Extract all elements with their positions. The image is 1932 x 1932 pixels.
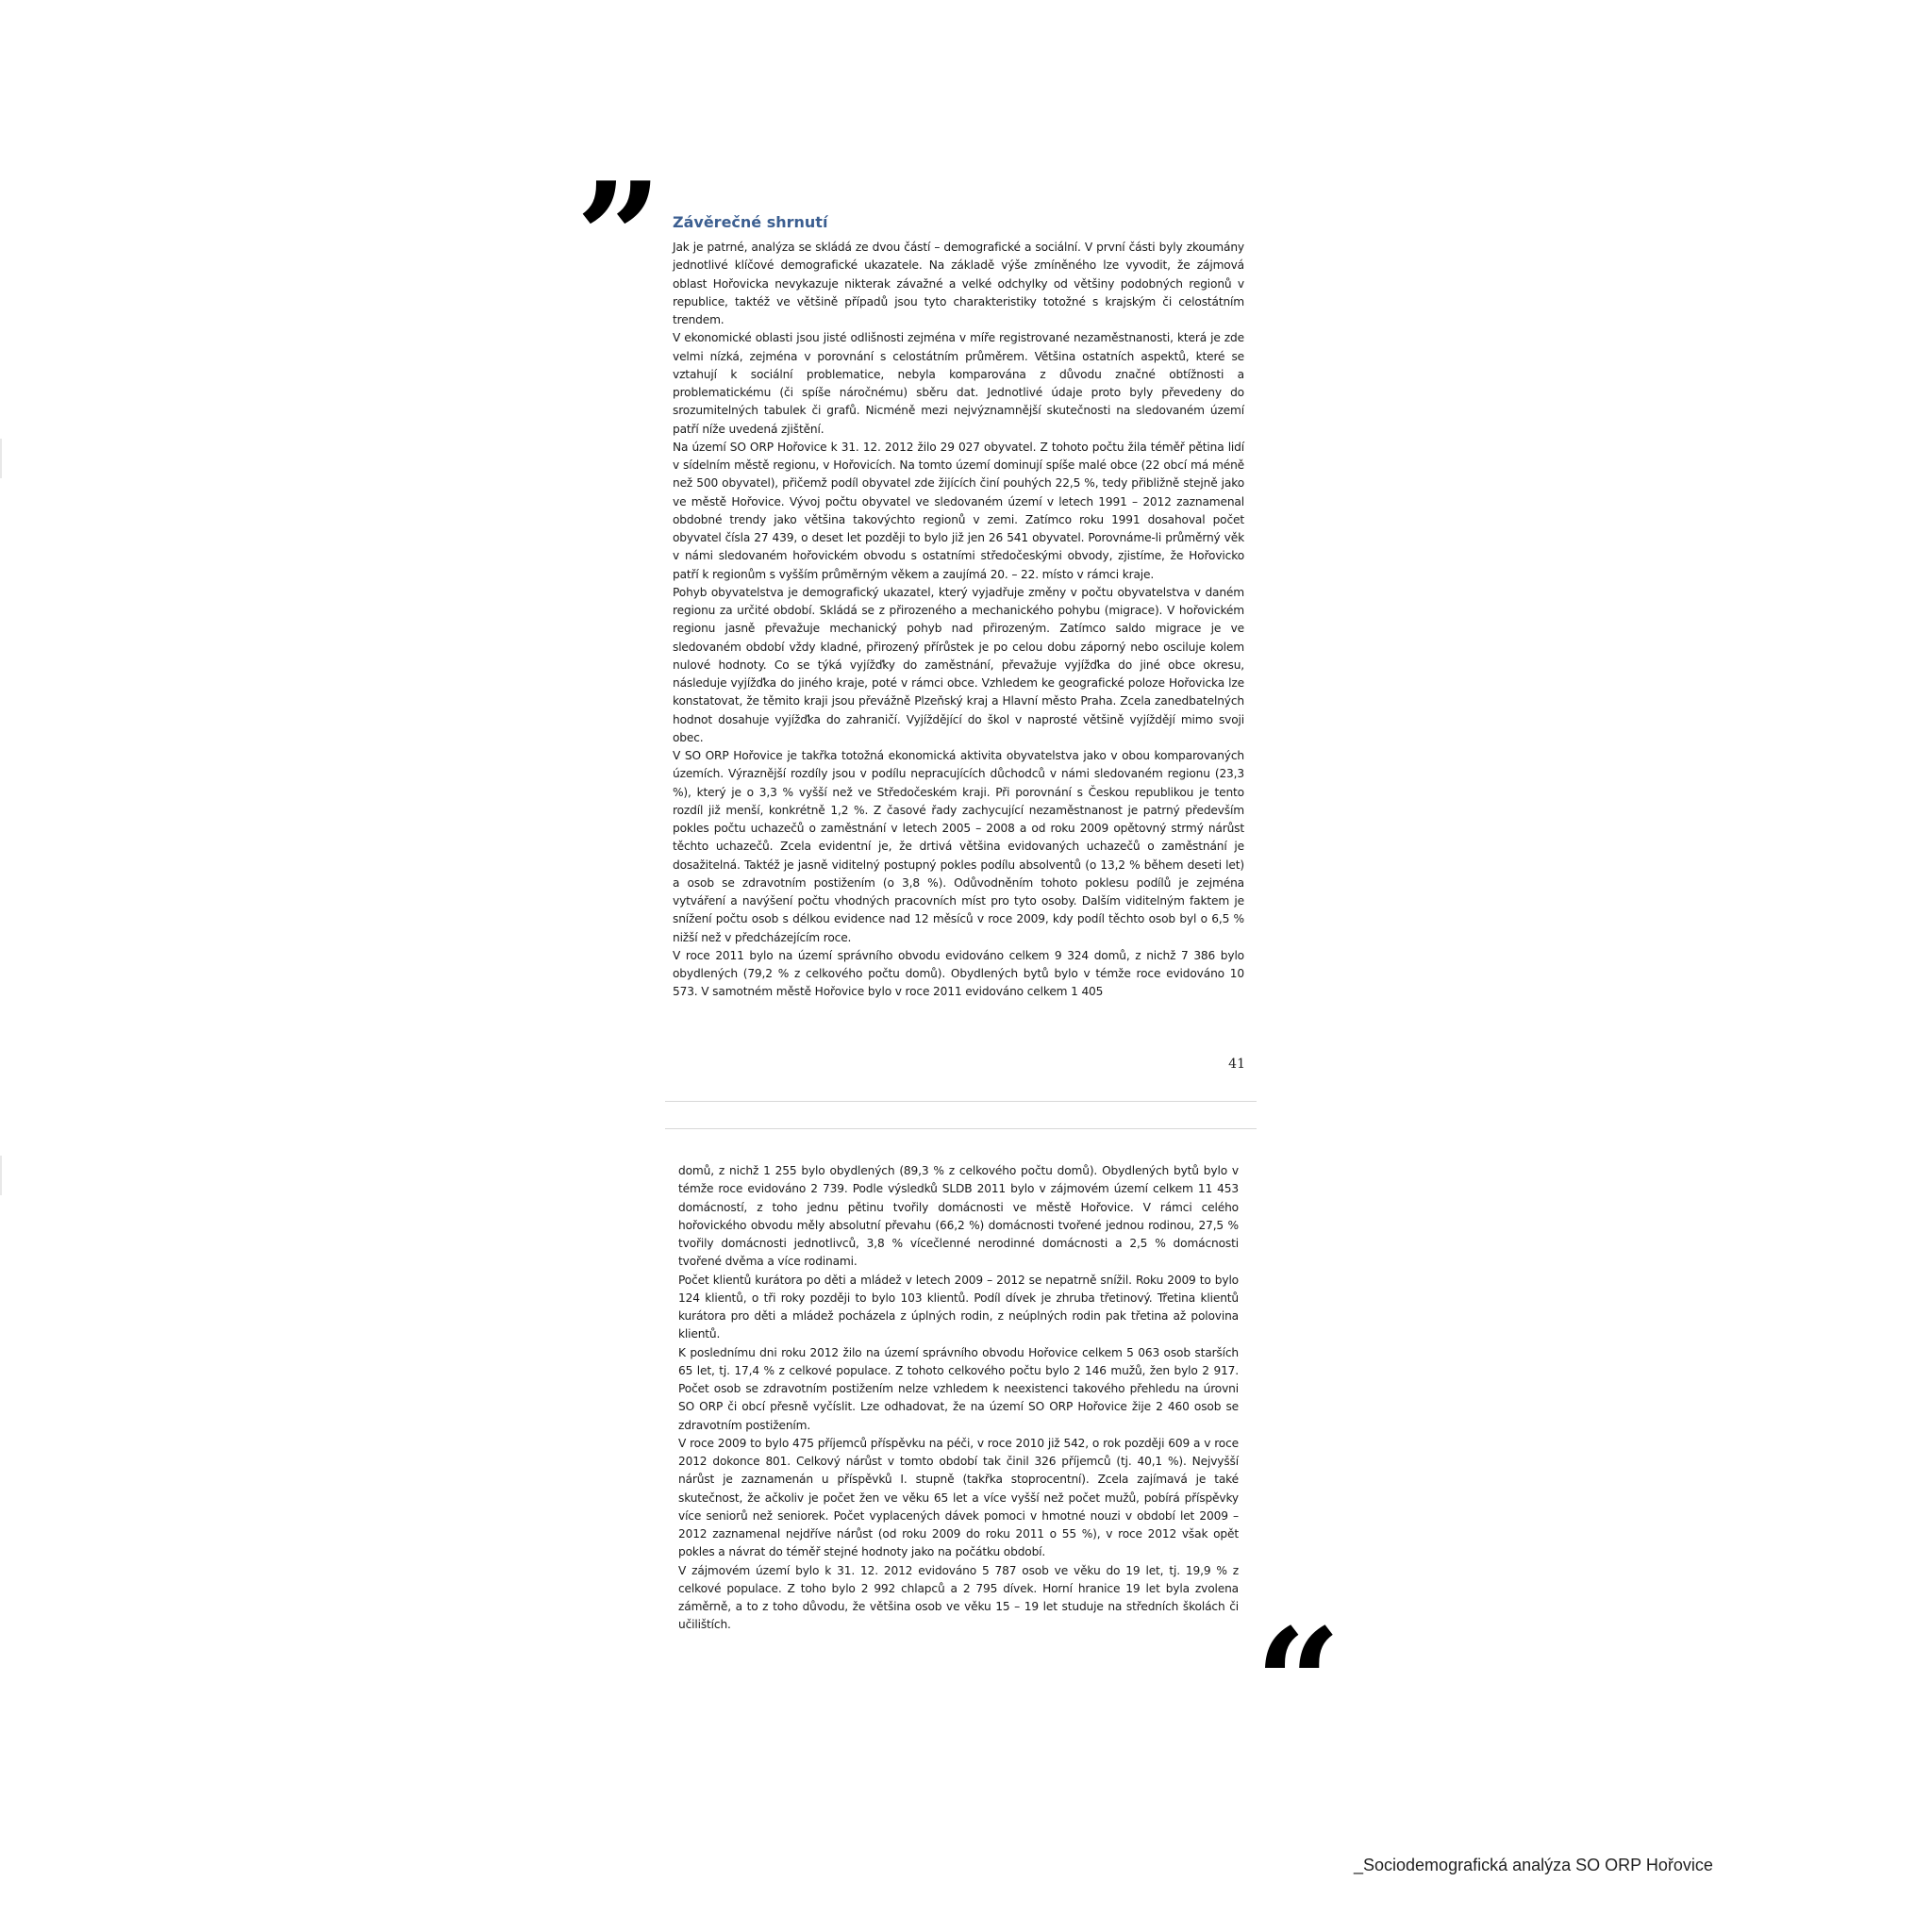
left-edge-mark <box>0 1156 2 1195</box>
paragraph: Jak je patrné, analýza se skládá ze dvou částí – demografické a sociální. V první části byly zkoumány jednotlivé klíčové demografické ukazatele. Na základě výše zmíněného lze vyvodit, že zájmová oblast Hořovicka nevykazuje nikterak závažné a velké odchylky od většiny podobných regionů v republice, taktéž ve většině případů jsou tyto charakteristiky totožné s krajským či celostátním trendem. <box>673 241 1244 326</box>
footer-caption: _Sociodemografická analýza SO ORP Hořovice <box>1354 1856 1713 1874</box>
page-separator-line <box>665 1101 1257 1102</box>
paragraph: V SO ORP Hořovice je takřka totožná ekonomická aktivita obyvatelstva jako v obou komparovaných územích. Výraznější rozdíly jsou v podílu nepracujících důchodců v námi sledovaném regionu (23,3 %), který je o 3,3 % vyšší než ve Středočeském kraji. Při porovnání s Českou republikou je tento rozdíl již menší, konkrétně 1,2 %. Z časové řady zachycující nezaměstnanost je patrný především pokles počtu uchazečů o zaměstnání v letech 2005 – 2008 a od roku 2009 opětovný strmý nárůst těchto uchazečů. Zcela evidentní je, že drtivá většina evidovaných uchazečů o zaměstnání je dosažitelná. Taktéž je jasně viditelný postupný pokles podílu absolventů (o 13,2 % během deseti let) a osob se zdravotním postižením (o 3,8 %). Odůvodněním tohoto poklesu podílů je zejména vytváření a navýšení počtu vhodných pracovních míst pro tyto osoby. Dalším viditelným faktem je snížení počtu osob s délkou evidence nad 12 měsíců v roce 2009, kdy podíl těchto osob byl o 6,5 % nižší než v předcházejícím roce. <box>673 749 1244 944</box>
paragraph: Počet klientů kurátora po děti a mládež v letech 2009 – 2012 se nepatrně snížil. Roku 2009 to bylo 124 klientů, o tři roky později to bylo 103 klientů. Podíl dívek je zhruba třetinový. Třetina klientů kurátora pro děti a mládež pocházela z úplných rodin, z neúplných rodin pak třetina až polovina klientů. <box>678 1273 1239 1341</box>
opening-quotation-mark-decoration: “ <box>1255 1595 1342 1773</box>
left-edge-mark <box>0 439 2 478</box>
paragraph: V ekonomické oblasti jsou jisté odlišnosti zejména v míře registrované nezaměstnanosti, která je zde velmi nízká, zejména v porovnání s celostátním průměrem. Většina ostatních aspektů, které se vztahují k sociální problematice, nebyla komparována z důvodu značné obtížnosti a problematickému (či spíše náročnému) sběru dat. Jednotlivé údaje proto byly převedeny do srozumitelných tabulek či grafů. Nicméně mezi nejvýznamnější skutečnosti na sledovaném území patří níže uvedená zjištění. <box>673 331 1244 436</box>
document-page-bottom <box>678 1162 1239 1635</box>
paragraph: V roce 2009 to bylo 475 příjemců příspěvku na péči, v roce 2010 již 542, o rok později 609 a v roce 2012 dokonce 801. Celkový nárůst v tomto období tak činil 326 příjemců (tj. 40,1 %). Nejvyšší nárůst je zaznamenán u příspěvků I. stupně (takřka stoprocentní). Zcela zajímavá je také skutečnost, že ačkoliv je počet žen ve věku 65 let a více vyšší než počet mužů, pobírá příspěvky více seniorů než seniorek. Počet vyplacených dávek pomoci v hmotné nouzi v období let 2009 – 2012 zaznamenal nejdříve nárůst (od roku 2009 do roku 2011 o 55 %), v roce 2012 však opět pokles a návrat do téměř stejné hodnoty jako na počátku období. <box>678 1436 1239 1559</box>
paragraph: K poslednímu dni roku 2012 žilo na území správního obvodu Hořovice celkem 5 063 osob starších 65 let, tj. 17,4 % z celkové populace. Z tohoto celkového počtu bylo 2 146 mužů, žen bylo 2 917. Počet osob se zdravotním postižením nelze vzhledem k neexistenci takového přehledu na úrovni SO ORP či obcí přesně vyčíslit. Lze odhadovat, že na území SO ORP Hořovice žije 2 460 osob se zdravotním postižením. <box>678 1345 1239 1432</box>
paragraph: Pohyb obyvatelstva je demografický ukazatel, který vyjadřuje změny v počtu obyvatelstva v daném regionu za určité období. Skládá se z přirozeného a mechanického pohybu (migrace). V hořovickém regionu jasně převažuje mechanický pohyb nad přirozeným. Zatímco saldo migrace je ve sledovaném období vždy kladné, přirozený přírůstek je po celou dobu záporný nebo osciluje kolem nulové hodnoty. Co se týká vyjížďky do zaměstnání, převažuje vyjížďka do jiné obce okresu, následuje vyjížďka do jiného kraje, poté v rámci obce. Vzhledem ke geografické poloze Hořovicka lze konstatovat, že těmito kraji jsou převážně Plzeňský kraj a Hlavní město Praha. Zcela zanedbatelných hodnot dosahuje vyjížďka do zahraničí. Vyjíždějící do škol v naprosté většině vyjíždějí mimo svoji obec. <box>673 585 1244 744</box>
paragraph: V roce 2011 bylo na území správního obvodu evidováno celkem 9 324 domů, z nichž 7 386 bylo obydlených (79,2 % z celkového počtu domů). Obydlených bytů bylo v témže roce evidováno 10 573. V samotném městě Hořovice bylo v roce 2011 evidováno celkem 1 405 <box>673 948 1244 999</box>
paragraph: V zájmovém území bylo k 31. 12. 2012 evidováno 5 787 osob ve věku do 19 let, tj. 19,9 % z celkové populace. Z toho bylo 2 992 chlapců a 2 795 dívek. Horní hranice 19 let byla zvolena záměrně, a to z toho důvodu, že většina osob ve věku 15 – 19 let studuje na středních školách či učilištích. <box>678 1563 1239 1632</box>
closing-quotation-mark-decoration: ” <box>575 149 663 326</box>
paragraph: domů, z nichž 1 255 bylo obydlených (89,3 % z celkového počtu domů). Obydlených bytů bylo v témže roce evidováno 2 739. Podle výsledků SLDB 2011 bylo v zájmovém území celkem 11 453 domácností, z toho jednu pětinu tvořily domácnosti ve městě Hořovice. V rámci celého hořovického obvodu měly absolutní převahu (66,2 %) domácnosti tvořené jednou rodinou, 27,5 % tvořily domácnosti jednotlivců, 3,8 % vícečlenné nerodinné domácnosti a 2,5 % domácnosti tvořené dvěma a více rodinami. <box>678 1164 1239 1269</box>
document-page-top <box>673 212 1244 1002</box>
page-number: 41 <box>1228 1057 1245 1072</box>
section-title: Závěrečné shrnutí <box>673 213 828 231</box>
paragraph: Na území SO ORP Hořovice k 31. 12. 2012 žilo 29 027 obyvatel. Z tohoto počtu žila téměř pětina lidí v sídelním městě regionu, v Hořovicích. Na tomto území dominují spíše malé obce (22 obcí má méně než 500 obyvatel), přičemž podíl obyvatel zde žijících činí pouhých 22,5 %, tedy přibližně stejně jako ve městě Hořovice. Vývoj počtu obyvatel ve sledovaném území v letech 1991 – 2012 zaznamenal obdobné trendy jako většina takovýchto regionů v zemi. Zatímco roku 1991 dosahoval počet obyvatel čísla 27 439, o deset let později to bylo již jen 26 541 obyvatel. Porovnáme-li průměrný věk v námi sledovaném hořovickém obvodu s ostatními středočeskými obvody, zjistíme, že Hořovicko patří k regionům s vyšším průměrným věkem a zaujímá 20. – 22. místo v rámci kraje. <box>673 440 1244 581</box>
page-separator-line <box>665 1128 1257 1129</box>
